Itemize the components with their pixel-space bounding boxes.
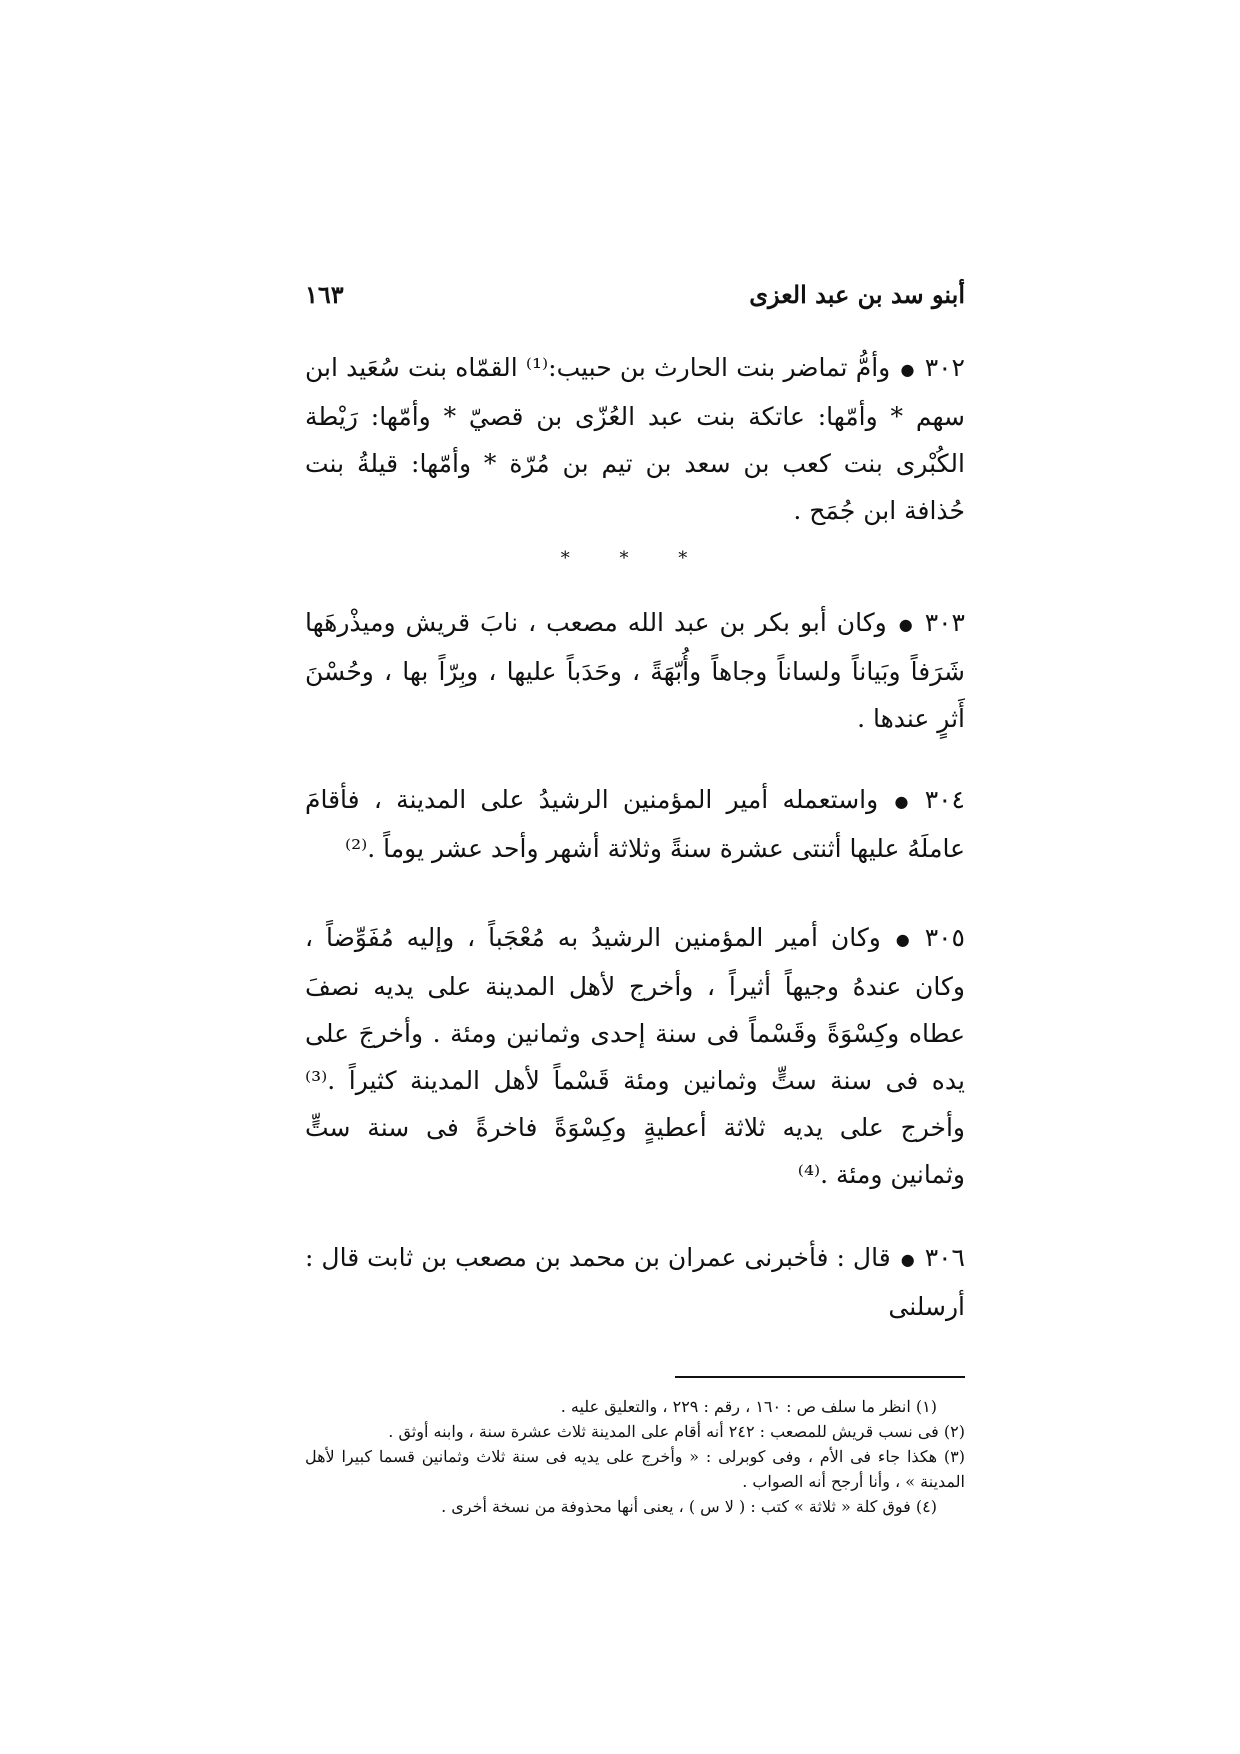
paragraph-number: ٣٠٣	[924, 608, 965, 637]
paragraph-number: ٣٠٤	[924, 785, 965, 814]
paragraph-304	[305, 776, 965, 872]
paragraph-306	[305, 1234, 965, 1330]
header-title: أبنو سد بن عبد العزى	[749, 280, 965, 309]
section-separator: * * *	[560, 548, 710, 569]
paragraph-text: وكان أبو بكر بن عبد الله مصعب ، نابَ قريش وميذْرهَها شَرَفاً وبَياناً ولساناً وجاهاً وأُبّهَةً ، وحَدَباً عليها ، وبِرّاً بها ، وحُسْنَ أَثرٍ عندها .	[305, 608, 965, 733]
paragraph-305	[305, 914, 965, 1198]
paragraph-text: قال : فأخبرنى عمران بن محمد بن مصعب بن ثابت قال : أرسلنى	[305, 1243, 965, 1321]
footnote-2: (٢) فى نسب قريش للمصعب : ٢٤٢ أنه أقام على المدينة ثلاث عشرة سنة ، وابنه أوثق .	[388, 1422, 965, 1441]
bullet-icon: ●	[900, 1250, 915, 1269]
paragraph-number: ٣٠٦	[924, 1243, 965, 1272]
running-header	[305, 280, 965, 320]
paragraph-303	[305, 599, 965, 742]
bullet-icon: ●	[888, 792, 915, 811]
page-number: ١٦٣	[305, 280, 344, 309]
footnotes	[305, 1394, 965, 1519]
paragraph-text: واستعمله أمير المؤمنين الرشيدُ على المدينة ، فأقامَ عاملَهُ عليها أثنتى عشرة سنةً وثلاثة أشهر وأحد عشر يوماً .⁽²⁾	[305, 785, 965, 863]
footnote-rule	[675, 1376, 965, 1378]
paragraph-text: وكان أمير المؤمنين الرشيدُ به مُعْجَباً ، وإليه مُفَوِّضاً ، وكان عندهُ وجيهاً أثيراً ، وأخرج لأهل المدينة على يديه نصفَ عطاه وكِسْوَةً وقَسْماً فى سنة إحدى وثمانين ومئة . وأخرجَ على يده فى سنة ستٍّ وثمانين ومئة قَسْماً لأهل المدينة كثيراً .⁽³⁾ وأخرج على يديه ثلاثة أعطيةٍ وكِسْوَةً فاخرةً فى سنة ستٍّ وثمانين ومئة .⁽⁴⁾	[305, 923, 965, 1189]
footnote-4: (٤) فوق كلة « ثلاثة » كتب : ( لا س ) ، يعنى أنها محذوفة من نسخة أخرى .	[441, 1497, 937, 1516]
paragraph-number: ٣٠٥	[924, 923, 965, 952]
bullet-icon: ●	[890, 930, 915, 949]
paragraph-number: ٣٠٢	[924, 353, 965, 382]
paragraph-text: وأمُّ تماضر بنت الحارث بن حبيب:⁽¹⁾ القمّاه بنت سُعَيد ابن سهم * وأمّها: عاتكة بنت عبد العُزّى بن قصيّ * وأمّها: رَيْطة الكُبْرى بنت كعب بن سعد بن تيم بن مُرّة * وأمّها: قيلةُ بنت حُذافة ابن جُمَح .	[305, 353, 965, 525]
bullet-icon: ●	[896, 615, 915, 634]
paragraph-302	[305, 344, 965, 534]
footnote-3: (٣) هكذا جاء فى الأم ، وفى كوبرلى : « وأخرج على يديه فى سنة ثلاث وثمانين قسما كبيرا لأهل المدينة » ، وأنا أرجح أنه الصواب .	[305, 1447, 965, 1491]
footnote-1: (١) انظر ما سلف ص : ١٦٠ ، رقم : ٢٢٩ ، والتعليق عليه .	[560, 1397, 937, 1416]
document-page	[305, 280, 965, 1519]
bullet-icon: ●	[900, 360, 915, 379]
